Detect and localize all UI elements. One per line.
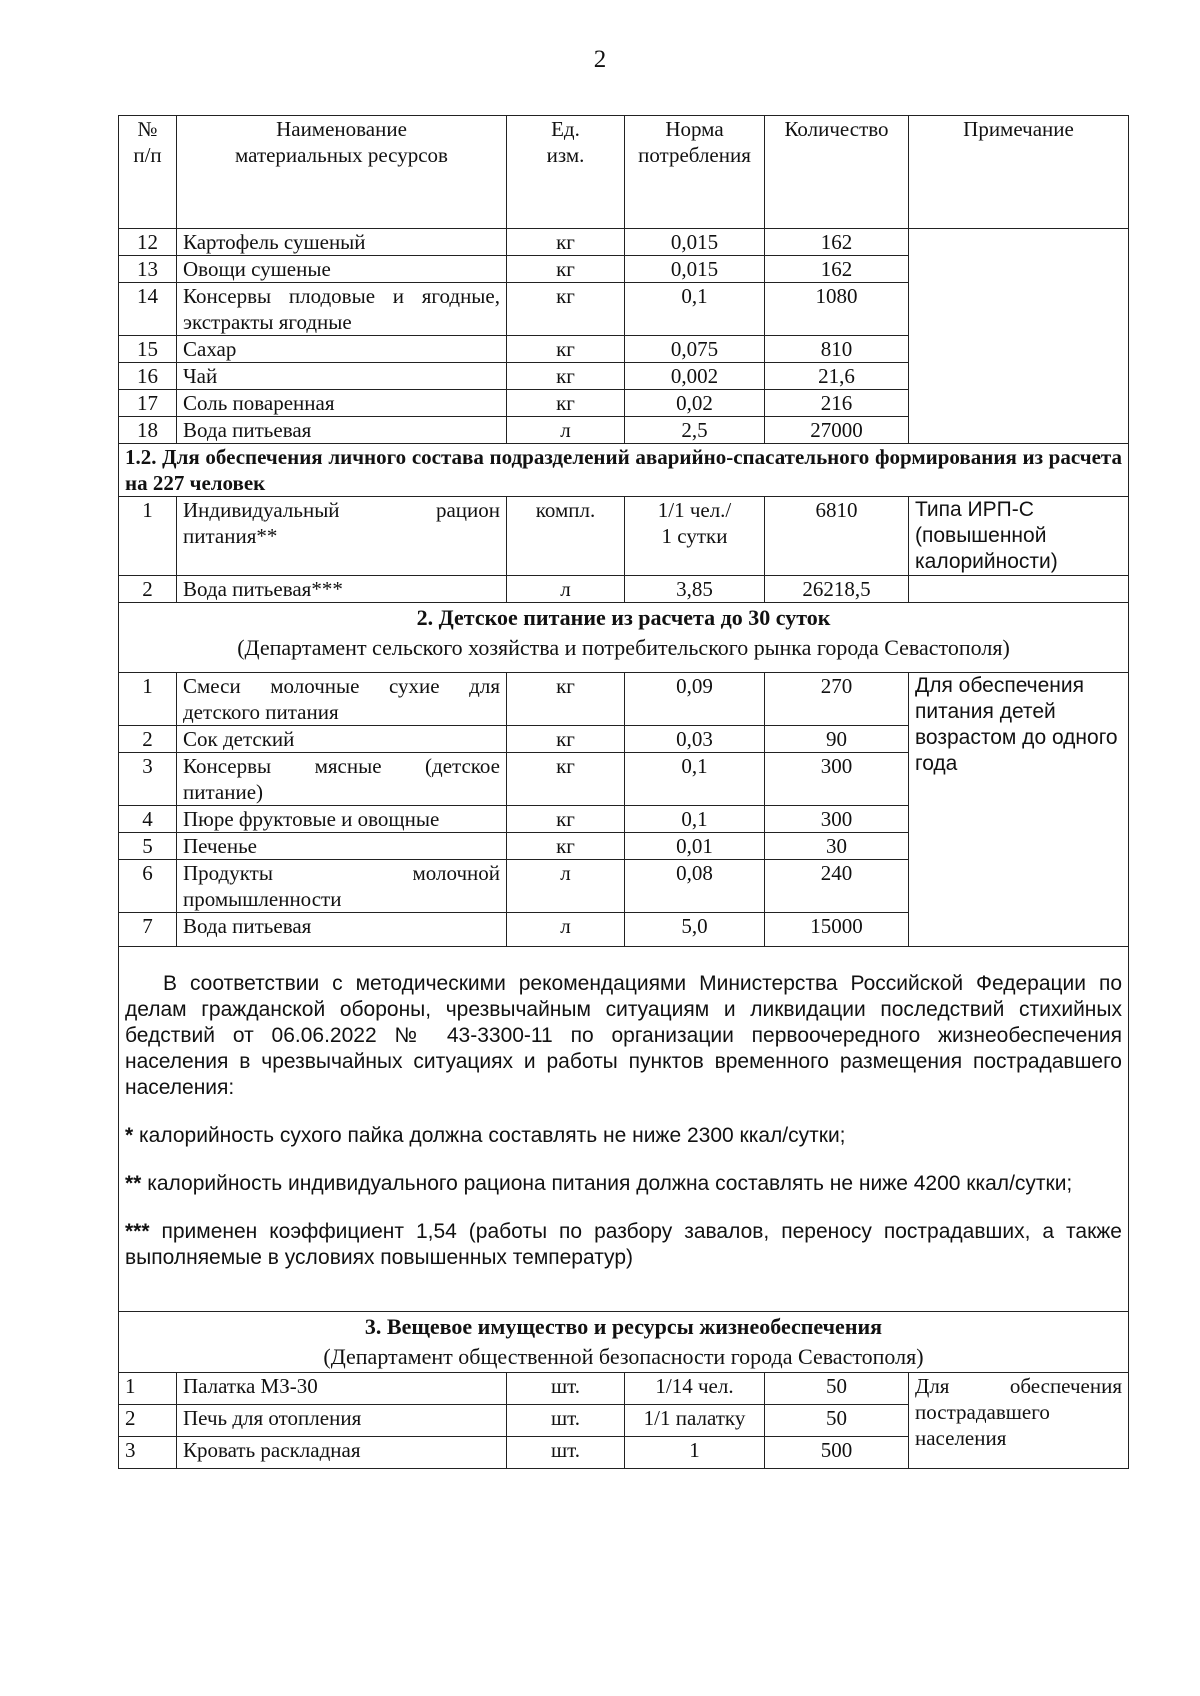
row-qty: 26218,5 — [765, 576, 909, 603]
row-name: Вода питьевая*** — [177, 576, 507, 603]
header-name: Наименование материальных ресурсов — [177, 116, 507, 229]
row-norm: 1/14 чел. — [625, 1373, 765, 1405]
row-norm: 0,1 — [625, 753, 765, 806]
section-2-title: 2. Детское питание из расчета до 30 суток — [416, 605, 831, 630]
row-qty: 6810 — [765, 497, 909, 576]
children-food-note: Для обеспечения питания детей возрастом до одного года — [909, 673, 1129, 947]
row-norm: 0,002 — [625, 363, 765, 390]
table-row — [119, 1373, 1129, 1405]
row-unit: шт. — [507, 1437, 625, 1469]
row-norm: 0,1 — [625, 283, 765, 336]
row-unit: л — [507, 860, 625, 913]
footnote-3-mark: *** — [125, 1220, 150, 1243]
notes-block — [119, 947, 1129, 1312]
footnote-1-text: калорийность сухого пайка должна составлять не ниже 2300 ккал/сутки; — [139, 1124, 846, 1147]
row-qty: 810 — [765, 336, 909, 363]
section-1-2-row — [119, 444, 1129, 497]
footnote-2 — [125, 1171, 1122, 1197]
section-1-2-heading: 1.2. Для обеспечения личного состава подразделений аварийно-спасательного формирования из расчета на 227 человек — [119, 444, 1129, 497]
row-num: 3 — [119, 1437, 177, 1469]
resource-table — [118, 115, 1129, 1469]
row-unit: кг — [507, 833, 625, 860]
row-qty: 240 — [765, 860, 909, 913]
row-num: 12 — [119, 229, 177, 256]
resource-table-container — [118, 115, 1128, 1469]
row-name: Картофель сушеный — [177, 229, 507, 256]
footnote-3-text: применен коэффициент 1,54 (работы по разбору завалов, переносу пострадавших, а также выполняемые в условиях повышенных температур) — [125, 1220, 1122, 1269]
row-name: Индивидуальный рацион питания** — [177, 497, 507, 576]
row-num: 13 — [119, 256, 177, 283]
row-num: 5 — [119, 833, 177, 860]
row-unit: кг — [507, 336, 625, 363]
row-name: Печенье — [177, 833, 507, 860]
row-norm: 0,1 — [625, 806, 765, 833]
row-unit: кг — [507, 363, 625, 390]
row-num: 2 — [119, 1405, 177, 1437]
row-name: Консервы мясные (детское питание) — [177, 753, 507, 806]
row-num: 1 — [119, 673, 177, 726]
table-row — [119, 229, 1129, 256]
row-unit: шт. — [507, 1405, 625, 1437]
row-norm: 0,075 — [625, 336, 765, 363]
row-note-empty — [909, 229, 1129, 444]
table-row — [119, 576, 1129, 603]
row-note: Типа ИРП-С (повышенной калорийности) — [909, 497, 1129, 576]
row-qty: 50 — [765, 1373, 909, 1405]
row-num: 16 — [119, 363, 177, 390]
row-name: Печь для отопления — [177, 1405, 507, 1437]
table-header-row — [119, 116, 1129, 229]
row-norm: 0,09 — [625, 673, 765, 726]
row-name: Соль поваренная — [177, 390, 507, 417]
section-3-subtitle: (Департамент общественной безопасности города Севастополя) — [323, 1344, 924, 1369]
row-num: 17 — [119, 390, 177, 417]
row-name: Сок детский — [177, 726, 507, 753]
row-unit: кг — [507, 673, 625, 726]
row-num: 2 — [119, 726, 177, 753]
row-name: Палатка МЗ-30 — [177, 1373, 507, 1405]
row-qty: 90 — [765, 726, 909, 753]
row-unit: кг — [507, 753, 625, 806]
footnote-2-mark: ** — [125, 1172, 142, 1195]
row-qty: 27000 — [765, 417, 909, 444]
row-norm: 3,85 — [625, 576, 765, 603]
row-name: Консервы плодовые и ягодные, экстракты ягодные — [177, 283, 507, 336]
section-3-row — [119, 1312, 1129, 1373]
row-name: Овощи сушеные — [177, 256, 507, 283]
row-norm: 1/1 палатку — [625, 1405, 765, 1437]
section-3-title: 3. Вещевое имущество и ресурсы жизнеобеспечения — [364, 1314, 883, 1339]
row-num: 4 — [119, 806, 177, 833]
row-name: Чай — [177, 363, 507, 390]
row-unit: кг — [507, 726, 625, 753]
page-number: 2 — [593, 46, 607, 73]
header-norm: Норма потребления — [625, 116, 765, 229]
section-2-row — [119, 603, 1129, 673]
row-num: 14 — [119, 283, 177, 336]
row-unit: шт. — [507, 1373, 625, 1405]
row-name: Продукты молочной промышленности — [177, 860, 507, 913]
row-qty: 50 — [765, 1405, 909, 1437]
row-norm: 2,5 — [625, 417, 765, 444]
row-unit: кг — [507, 283, 625, 336]
row-num: 7 — [119, 913, 177, 947]
header-unit: Ед. изм. — [507, 116, 625, 229]
section-3-heading — [119, 1312, 1129, 1373]
header-qty: Количество — [765, 116, 909, 229]
row-num: 1 — [119, 497, 177, 576]
row-qty: 162 — [765, 229, 909, 256]
shelter-note: Для обеспечения пострадавшего населения — [909, 1373, 1129, 1469]
row-unit: кг — [507, 229, 625, 256]
row-num: 15 — [119, 336, 177, 363]
row-name: Сахар — [177, 336, 507, 363]
row-name: Вода питьевая — [177, 913, 507, 947]
row-num: 6 — [119, 860, 177, 913]
row-qty: 1080 — [765, 283, 909, 336]
row-qty: 300 — [765, 753, 909, 806]
header-note: Примечание — [909, 116, 1129, 229]
row-name: Кровать раскладная — [177, 1437, 507, 1469]
header-num: № п/п — [119, 116, 177, 229]
notes-lead: В соответствии с методическими рекомендациями Министерства Российской Федерации по делам гражданской обороны, чрезвычайным ситуациям и ликвидации последствий стихийных бедствий от 06.06.2022 № 43-3300-11 по организации первоочередного жизнеобеспечения населения в чрезвычайных ситуациях и работы пунктов временного размещения пострадавшего населения: — [125, 972, 1122, 1099]
row-norm: 0,08 — [625, 860, 765, 913]
row-qty: 162 — [765, 256, 909, 283]
table-row — [119, 673, 1129, 726]
row-norm: 0,015 — [625, 229, 765, 256]
row-unit: кг — [507, 390, 625, 417]
row-qty: 500 — [765, 1437, 909, 1469]
row-norm: 5,0 — [625, 913, 765, 947]
row-norm: 1 — [625, 1437, 765, 1469]
row-note — [909, 576, 1129, 603]
row-unit: л — [507, 417, 625, 444]
row-unit: л — [507, 576, 625, 603]
row-num: 3 — [119, 753, 177, 806]
notes-row — [119, 947, 1129, 1312]
row-unit: кг — [507, 806, 625, 833]
row-unit: кг — [507, 256, 625, 283]
row-norm: 0,02 — [625, 390, 765, 417]
row-num: 1 — [119, 1373, 177, 1405]
row-name: Вода питьевая — [177, 417, 507, 444]
row-unit: л — [507, 913, 625, 947]
row-num: 2 — [119, 576, 177, 603]
row-norm: 1/1 чел./ 1 сутки — [625, 497, 765, 576]
table-row — [119, 497, 1129, 576]
footnote-3 — [125, 1219, 1122, 1271]
row-name: Смеси молочные сухие для детского питания — [177, 673, 507, 726]
row-norm: 0,03 — [625, 726, 765, 753]
row-norm: 0,01 — [625, 833, 765, 860]
row-qty: 300 — [765, 806, 909, 833]
footnote-1-mark: * — [125, 1124, 134, 1147]
row-name: Пюре фруктовые и овощные — [177, 806, 507, 833]
footnote-1 — [125, 1123, 1122, 1149]
section-2-subtitle: (Департамент сельского хозяйства и потребительского рынка города Севастополя) — [237, 635, 1010, 660]
row-qty: 21,6 — [765, 363, 909, 390]
row-qty: 30 — [765, 833, 909, 860]
row-norm: 0,015 — [625, 256, 765, 283]
section-2-heading — [119, 603, 1129, 673]
row-qty: 270 — [765, 673, 909, 726]
row-qty: 216 — [765, 390, 909, 417]
row-num: 18 — [119, 417, 177, 444]
footnote-2-text: калорийность индивидуального рациона питания должна составлять не ниже 4200 ккал/сутки; — [147, 1172, 1073, 1195]
row-qty: 15000 — [765, 913, 909, 947]
row-unit: компл. — [507, 497, 625, 576]
